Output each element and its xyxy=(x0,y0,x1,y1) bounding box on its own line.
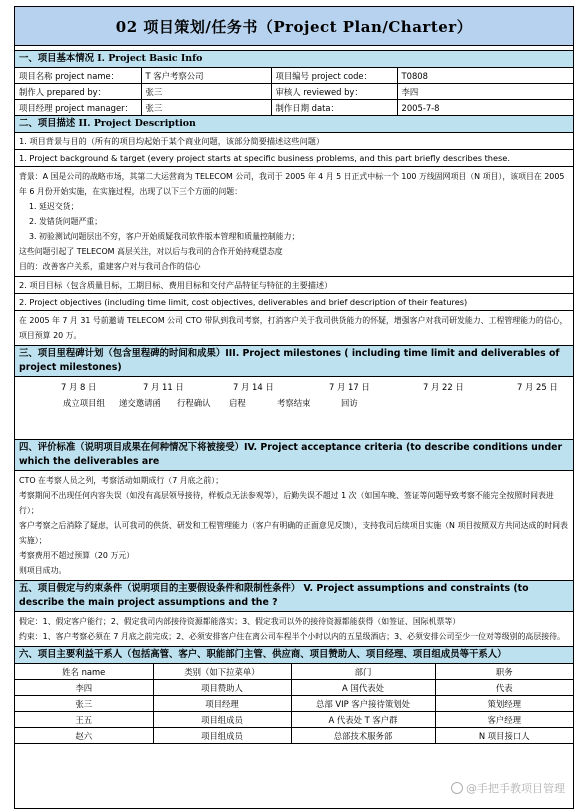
table-row xyxy=(15,100,573,116)
label-cell: 项目编号 project code： xyxy=(271,68,397,84)
milestone-date: 7 月 8 日 xyxy=(61,382,97,392)
milestone-event: 考察结束 xyxy=(277,398,311,408)
value-cell: 李四 xyxy=(397,84,573,100)
objectives-question-cn: 2. 项目目标（包含质量目标，工期目标、费用目标和交付产品特征与特征的主要描述） xyxy=(15,277,573,294)
department-cell: A 国代表处 xyxy=(291,680,435,696)
table-header-row xyxy=(15,664,573,680)
value-cell: T 客户考察公司 xyxy=(141,68,271,84)
table-row xyxy=(15,68,573,84)
value-cell: 张三 xyxy=(141,84,271,100)
watermark-text: @手把手教项目管理 xyxy=(466,782,565,795)
paragraph: 目的：改善客户关系，重建客户对与我司合作的信心 xyxy=(19,262,201,271)
milestone-date: 7 月 14 日 xyxy=(233,382,274,392)
section-title-cn: 二、项目描述 xyxy=(19,118,76,129)
milestone-date: 7 月 11 日 xyxy=(143,382,184,392)
basic-info-table xyxy=(15,68,573,116)
milestones-timeline xyxy=(15,377,573,440)
section-assumptions-header: 五、项目假定与约束条件（说明项目的主要假设条件和限制性条件） V. Project assumptions and constraints (to describe the main project assumptions and the ? xyxy=(15,581,573,612)
department-cell: 总部技术服务部 xyxy=(291,728,435,744)
value-cell: 2005-7-8 xyxy=(397,100,573,116)
section-title-en: I. Project Basic Info xyxy=(97,53,203,64)
milestone-event: 成立项目组 xyxy=(63,398,105,408)
background-question-en: 1. Project background & target (every project starts at specific business problems, and this part briefly describes these. xyxy=(15,150,573,167)
position-cell: N 项目接口人 xyxy=(435,728,573,744)
paragraph: 在 2005 年 7 月 31 号前邀请 TELECOM 公司 CTO 带队到我司考察，打消客户关于我司供货能力的怀疑，增强客户对我司研发能力、工程管理能力的信心，项目预算 20 万。 xyxy=(19,316,568,340)
section-basic-info-header xyxy=(15,51,573,68)
milestone-event: 启程 xyxy=(229,398,246,408)
stakeholders-table xyxy=(15,664,573,744)
section-title-en: II. Project Description xyxy=(78,118,196,129)
position-cell: 策划经理 xyxy=(435,696,573,712)
paragraph: 则项目成功。 xyxy=(19,566,67,575)
section-stakeholders-header: 六、项目主要利益干系人（包括高管、客户、职能部门主管、供应商、项目赞助人、项目经理、项目组成员等干系人） xyxy=(15,647,573,664)
list-item: 3. 初验测试问题层出不穷，客户开始质疑我司软件版本管理和质量控制能力； xyxy=(29,232,300,241)
paragraph: 约束：1、客户考察必须在 7 月底之前完成；2、必须安排客户住在离公司车程半个小时以内的五星级酒店；3、必须安排公司至少一位对等级别的高层接待。 xyxy=(19,632,565,641)
department-cell: A 代表处 T 客户群 xyxy=(291,712,435,728)
background-text xyxy=(15,167,573,277)
paragraph: 客户考察之后消除了疑虑，认可我司的供货、研发和工程管理能力（客户有明确的正面意见反馈），支持我司后续项目实施（N 项目按照双方共同达成的时间表实施）； xyxy=(19,521,568,545)
category-cell: 项目组成员 xyxy=(153,728,291,744)
paragraph: 考察费用不超过预算（20 万元） xyxy=(19,551,135,560)
column-header: 姓名 name xyxy=(15,664,153,680)
name-cell: 王五 xyxy=(15,712,153,728)
list-item: 2. 发错货问题严重； xyxy=(29,217,103,226)
section-milestones-header: 三、项目里程碑计划（包含里程碑的时间和成果）III. Project milestones ( including time limit and deliverables of project milestones) xyxy=(15,346,573,377)
category-cell: 项目经理 xyxy=(153,696,291,712)
milestone-date: 7 月 22 日 xyxy=(423,382,464,392)
position-cell: 代表 xyxy=(435,680,573,696)
column-header: 类别（如下拉菜单） xyxy=(153,664,291,680)
table-row xyxy=(15,680,573,696)
section-description-header xyxy=(15,116,573,133)
category-cell: 项目赞助人 xyxy=(153,680,291,696)
label-cell: 制作人 prepared by： xyxy=(15,84,141,100)
column-header: 职务 xyxy=(435,664,573,680)
watermark-logo-icon xyxy=(451,782,463,794)
position-cell: 客户经理 xyxy=(435,712,573,728)
paragraph: CTO 在考察人员之列，考察活动如期成行（7 月底之前）； xyxy=(19,476,224,485)
milestone-event: 递交邀请函 xyxy=(119,398,161,408)
department-cell: 总部 VIP 客户接待策划处 xyxy=(291,696,435,712)
list-item: 1. 延迟交货； xyxy=(29,202,79,211)
milestone-date: 7 月 17 日 xyxy=(329,382,370,392)
label-cell: 审核人 reviewed by： xyxy=(271,84,397,100)
document-title: 02 项目策划/任务书（Project Plan/Charter） xyxy=(15,7,573,46)
label-cell: 项目名称 project name： xyxy=(15,68,141,84)
acceptance-criteria-text xyxy=(15,471,573,581)
table-row xyxy=(15,84,573,100)
label-cell: 项目经理 project manager： xyxy=(15,100,141,116)
milestone-date: 7 月 25 日 xyxy=(517,382,558,392)
name-cell: 赵六 xyxy=(15,728,153,744)
paragraph: 假定：1、假定客户能行；2、假定我司内部接待资源都能落实；3、假定我司以外的接待资源都能获得（如签证、国际机票等） xyxy=(19,617,461,626)
value-cell: T0808 xyxy=(397,68,573,84)
objectives-text xyxy=(15,311,573,346)
name-cell: 李四 xyxy=(15,680,153,696)
table-row xyxy=(15,712,573,728)
value-cell: 张三 xyxy=(141,100,271,116)
table-row xyxy=(15,728,573,744)
table-row xyxy=(15,696,573,712)
milestone-event: 行程确认 xyxy=(177,398,211,408)
objectives-question-en: 2. Project objectives (including time limit, cost objectives, deliverables and brief description of their features) xyxy=(15,294,573,311)
paragraph: 这些问题引起了 TELECOM 高层关注，对以后与我司的合作开始持观望态度 xyxy=(19,247,283,256)
assumptions-text xyxy=(15,612,573,647)
label-cell: 制作日期 data： xyxy=(271,100,397,116)
category-cell: 项目组成员 xyxy=(153,712,291,728)
name-cell: 张三 xyxy=(15,696,153,712)
milestone-event: 回访 xyxy=(341,398,358,408)
paragraph: 考察期间不出现任何内容失误（如没有高层领导接待，样板点无法参观等），后勤失误不超过 1 次（如国车晚、签证等问题导致考察不能完全按照时间表进行）； xyxy=(19,491,554,515)
paragraph: 背景：A 国是公司的战略市场，其第二大运营商为 TELECOM 公司，我司于 2005 年 4 月 5 日正式中标一个 100 万线固网项目（N 项目），该项目在 2005 年 6 月份开始实施，在实施过程，出现了以下三个方面的问题： xyxy=(19,172,565,196)
background-question-cn: 1. 项目背景与目的（所有的项目均起始于某个商业问题，该部分简要描述这些问题） xyxy=(15,133,573,150)
section-acceptance-header: 四、评价标准（说明项目成果在何种情况下将被接受）IV. Project acceptance criteria (to describe conditions under which the deliverables are xyxy=(15,440,573,471)
section-title-cn: 一、项目基本情况 xyxy=(19,53,95,64)
charter-document xyxy=(14,6,574,809)
column-header: 部门 xyxy=(291,664,435,680)
watermark xyxy=(451,780,565,796)
